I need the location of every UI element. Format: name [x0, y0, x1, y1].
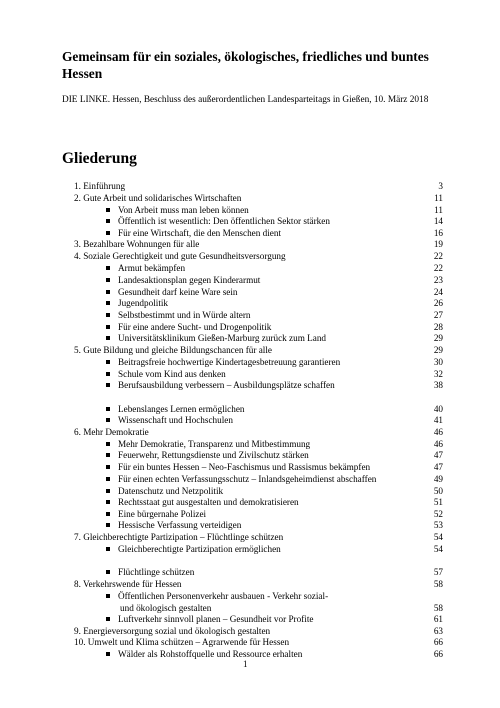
toc-subentry [0, 520, 500, 531]
toc-entry-label: Wälder als Rohstoffquelle und Ressource erhalten [118, 649, 303, 659]
toc-entry-label: Flüchtlinge schützen [118, 567, 195, 577]
toc-subentry [0, 216, 500, 227]
toc-entry-label: Für einen echten Verfassungsschutz – Inlandsgeheimdienst abschaffen [118, 474, 377, 484]
toc-entry [0, 532, 500, 543]
bullet-icon [106, 208, 110, 212]
toc-entry-page: 23 [433, 275, 443, 285]
toc-entry-page: 11 [434, 205, 443, 215]
toc-entry-page: 58 [433, 579, 443, 589]
toc-subentry [0, 439, 500, 450]
toc-entry-page: 46 [433, 439, 443, 449]
toc-entry-page: 24 [433, 287, 443, 297]
toc-subentry [0, 287, 500, 298]
page-number: 1 [243, 659, 248, 669]
bullet-icon [106, 360, 110, 364]
toc-entry-page: 29 [433, 333, 443, 343]
toc-entry-label: Landesaktionsplan gegen Kinderarmut [118, 275, 261, 285]
toc-entry-label: Für ein buntes Hessen – Neo-Faschismus und Rassismus bekämpfen [118, 462, 371, 472]
toc-entry-label: Rechtsstaat gut ausgestalten und demokratisieren [118, 497, 299, 507]
toc-entry-page: 26 [433, 298, 443, 308]
toc-entry-label: Eine bürgernahe Polizei [118, 509, 207, 519]
toc-entry-label: Universitätsklinikum Gießen-Marburg zurück zum Land [118, 333, 327, 343]
toc-subentry [0, 310, 500, 321]
toc-entry-label: Gleichberechtigte Partizipation ermöglichen [118, 544, 281, 554]
toc-heading: Gliederung [62, 150, 137, 167]
toc-entry-label: 1. Einführung [74, 181, 126, 191]
toc-entry-page: 47 [433, 462, 443, 472]
toc-subentry [0, 357, 500, 368]
toc-entry-label: Hessische Verfassung verteidigen [118, 520, 242, 530]
toc-entry-label: Luftverkehr sinnvoll planen – Gesundheit vor Profite [118, 614, 314, 624]
toc-entry-page: 66 [433, 649, 443, 659]
toc-entry-label: 8. Verkehrswende für Hessen [74, 579, 182, 589]
toc-entry-label: Selbstbestimmt und in Würde altern [118, 310, 251, 320]
toc-entry-page: 19 [433, 239, 443, 249]
toc-subentry [0, 462, 500, 473]
toc-subentry [0, 649, 500, 660]
toc-entry [0, 637, 500, 648]
bullet-icon [106, 219, 110, 223]
toc-entry-label: 7. Gleichberechtigte Partizipation – Flüchtlinge schützen [74, 532, 284, 542]
toc-entry-page: 14 [433, 216, 443, 226]
toc-entry-page: 40 [433, 404, 443, 414]
toc-subentry-continued [0, 603, 500, 614]
toc-subentry [0, 509, 500, 520]
toc-entry-page: 57 [433, 567, 443, 577]
bullet-icon [106, 477, 110, 481]
toc-entry-page: 32 [433, 369, 443, 379]
toc-entry-page: 28 [433, 322, 443, 332]
toc-subentry [0, 205, 500, 216]
toc-subentry [0, 404, 500, 415]
toc-entry-label: Schule vom Kind aus denken [118, 369, 226, 379]
bullet-icon [106, 301, 110, 305]
bullet-icon [106, 500, 110, 504]
toc-entry-page: 54 [433, 544, 443, 554]
toc-subentry [0, 450, 500, 461]
bullet-icon [106, 418, 110, 422]
toc-entry-label: 3. Bezahlbare Wohnungen für alle [74, 239, 200, 249]
bullet-icon [106, 453, 110, 457]
bullet-icon [106, 372, 110, 376]
document-title: Gemeinsam für ein soziales, ökologisches, friedliches und buntes Hessen [62, 49, 429, 81]
toc-subentry [0, 298, 500, 309]
toc-entry-label: 4. Soziale Gerechtigkeit und gute Gesundheitsversorgung [74, 251, 286, 261]
toc-entry [0, 427, 500, 438]
toc-entry [0, 626, 500, 637]
toc-entry-page: 54 [433, 532, 443, 542]
toc-entry-page: 49 [433, 474, 443, 484]
toc-subentry [0, 567, 500, 578]
document-subtitle: DIE LINKE. Hessen, Beschluss des außerordentlichen Landesparteitags in Gießen, 10. März 2018 [62, 95, 429, 105]
toc-entry-label: 5. Gute Bildung und gleiche Bildungschancen für alle [74, 345, 272, 355]
toc-subentry [0, 614, 500, 625]
toc-subentry [0, 263, 500, 274]
bullet-icon [106, 266, 110, 270]
toc-entry [0, 193, 500, 204]
bullet-icon [106, 547, 110, 551]
toc-entry-label: Für eine andere Sucht- und Drogenpolitik [118, 322, 272, 332]
toc-subentry [0, 228, 500, 239]
toc-entry-page: 22 [433, 263, 443, 273]
bullet-icon [106, 278, 110, 282]
toc-entry-label: Gesundheit darf keine Ware sein [118, 287, 238, 297]
toc-entry-page: 29 [433, 345, 443, 355]
toc-entry-page: 47 [433, 450, 443, 460]
bullet-icon [106, 465, 110, 469]
toc-entry-label: 9. Energieversorgung sozial und ökologisch gestalten [74, 626, 271, 636]
toc-subentry [0, 322, 500, 333]
toc-entry-page: 22 [433, 251, 443, 261]
toc-entry [0, 181, 500, 192]
toc-subentry [0, 497, 500, 508]
bullet-icon [106, 325, 110, 329]
bullet-icon [106, 336, 110, 340]
toc-entry-label: Jugendpolitik [118, 298, 169, 308]
toc-entry-label: Für eine Wirtschaft, die den Menschen dient [118, 228, 282, 238]
toc-entry-label: Armut bekämpfen [118, 263, 186, 273]
bullet-icon [106, 290, 110, 294]
toc-entry [0, 345, 500, 356]
toc-entry-page: 51 [433, 497, 443, 507]
toc-entry-page: 11 [434, 193, 443, 203]
toc-entry-page: 66 [433, 637, 443, 647]
toc-entry-page: 58 [433, 603, 443, 613]
toc-entry-page: 63 [433, 626, 443, 636]
toc-subentry [0, 544, 500, 555]
toc-entry-page: 3 [438, 181, 443, 191]
toc-entry-label: 2. Gute Arbeit und solidarisches Wirtschaften [74, 193, 242, 203]
bullet-icon [106, 407, 110, 411]
toc-entry [0, 579, 500, 590]
toc-entry-label: Feuerwehr, Rettungsdienste und Zivilschutz stärken [118, 450, 309, 460]
bullet-icon [106, 313, 110, 317]
toc-subentry [0, 415, 500, 426]
toc-entry [0, 251, 500, 262]
toc-subentry [0, 369, 500, 380]
toc-subentry [0, 380, 500, 391]
toc-entry-label: Berufsausbildung verbessern – Ausbildungsplätze schaffen [118, 380, 335, 390]
bullet-icon [106, 231, 110, 235]
toc-entry-label: Datenschutz und Netzpolitik [118, 486, 224, 496]
toc-entry-page: 27 [433, 310, 443, 320]
bullet-icon [106, 489, 110, 493]
toc-entry-page: 30 [433, 357, 443, 367]
toc-entry-page: 52 [433, 509, 443, 519]
toc-entry-label: Öffentlich ist wesentlich: Den öffentlichen Sektor stärken [118, 216, 330, 226]
toc-entry-label: Mehr Demokratie, Transparenz und Mitbestimmung [118, 439, 311, 449]
toc-entry-label: Wissenschaft und Hochschulen [118, 415, 233, 425]
toc-entry-page: 46 [433, 427, 443, 437]
toc-entry-page: 16 [433, 228, 443, 238]
toc-entry-label: Lebenslanges Lernen ermöglichen [118, 404, 245, 414]
toc-subentry [0, 591, 500, 602]
toc-entry-page: 61 [433, 614, 443, 624]
toc-subentry [0, 474, 500, 485]
toc-subentry [0, 275, 500, 286]
toc-entry-label: Von Arbeit muss man leben können [118, 205, 249, 215]
toc-entry-page: 53 [433, 520, 443, 530]
bullet-icon [106, 442, 110, 446]
bullet-icon [106, 617, 110, 621]
toc-subentry [0, 486, 500, 497]
toc-entry-page: 50 [433, 486, 443, 496]
toc-entry-label: 10. Umwelt und Klima schützen – Agrarwende für Hessen [74, 637, 290, 647]
bullet-icon [106, 570, 110, 574]
toc-subentry [0, 333, 500, 344]
bullet-icon [106, 512, 110, 516]
bullet-icon [106, 383, 110, 387]
toc-entry-label: 6. Mehr Demokratie [74, 427, 149, 437]
toc-entry-label: und ökologisch gestalten [120, 603, 212, 613]
toc-entry [0, 239, 500, 250]
toc-entry-label: Beitragsfreie hochwertige Kindertagesbetreuung garantieren [118, 357, 341, 367]
toc-entry-page: 41 [433, 415, 443, 425]
bullet-icon [106, 523, 110, 527]
bullet-icon [106, 594, 110, 598]
bullet-icon [106, 652, 110, 656]
toc-entry-page: 38 [433, 380, 443, 390]
toc-entry-label: Öffentlichen Personenverkehr ausbauen - Verkehr sozial- [118, 591, 329, 601]
